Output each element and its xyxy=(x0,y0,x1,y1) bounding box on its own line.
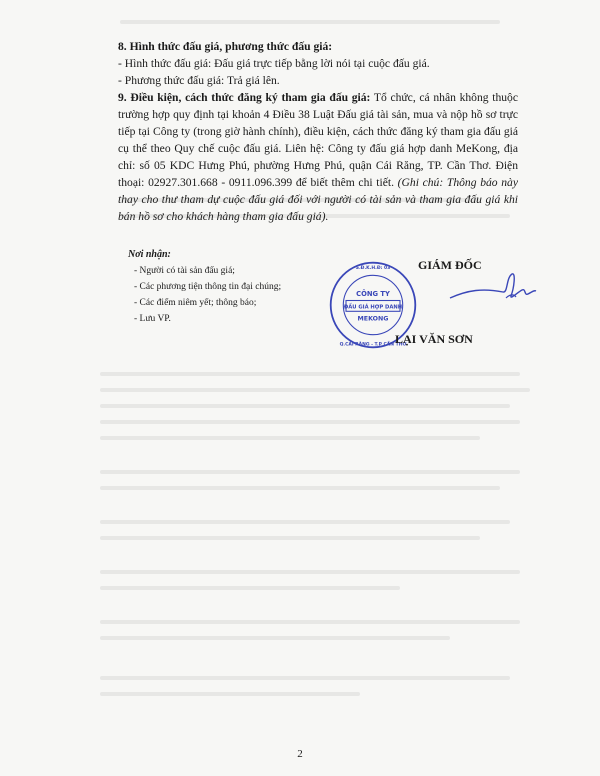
signer-title: GIÁM ĐỐC xyxy=(418,258,482,272)
svg-text:MEKONG: MEKONG xyxy=(357,315,389,323)
section-8-title: 8. Hình thức đấu giá, phương thức đấu giá: xyxy=(118,40,333,53)
svg-text:ĐẤU GIÁ HỢP DANH: ĐẤU GIÁ HỢP DANH xyxy=(343,304,403,311)
page-number: 2 xyxy=(297,748,303,760)
recipient-item: - Lưu VP. xyxy=(134,314,171,324)
svg-text:CÔNG TY: CÔNG TY xyxy=(356,290,390,298)
recipient-item: - Các điểm niêm yết; thông báo; xyxy=(134,298,257,308)
recipients-heading: Nơi nhận: xyxy=(128,249,171,260)
recipient-item: - Người có tài sản đấu giá; xyxy=(134,266,235,276)
document-body xyxy=(118,38,518,225)
section-8-line-form: - Hình thức đấu giá: Đấu giá trực tiếp bằng lời nói tại cuộc đấu giá. xyxy=(118,57,430,70)
section-9-paragraph xyxy=(118,89,518,225)
recipient-item: - Các phương tiện thông tin đại chúng; xyxy=(134,282,282,292)
svg-text:Q.CÁI RĂNG - T.P CẦN THƠ: Q.CÁI RĂNG - T.P CẦN THƠ xyxy=(339,342,407,348)
svg-text:S.Đ.K.H.Đ: 03: S.Đ.K.H.Đ: 03 xyxy=(355,266,391,271)
section-9-body: Tổ chức, cá nhân không thuộc trường hợp quy định tại khoản 4 Điều 38 Luật Đấu giá tài sản, mua và nộp hồ sơ trực tiếp tại Công ty (trong giờ hành chính), điều kiện, cách thức đăng ký tham gia đấu giá cụ thể theo Quy chế cuộc đấu giá. Liên hệ: Công ty đấu giá hợp danh MeKong, địa chỉ: số 05 KDC Hưng Phú, phường Hưng Phú, quận Cái Răng, TP. Cần Thơ. Điện thoại: 02927.301.668 - 0911.096.399 để biết thêm chi tiết. xyxy=(118,91,518,189)
section-8-line-method: - Phương thức đấu giá: Trả giá lên. xyxy=(118,74,280,87)
signer-name: LẠI VĂN SƠN xyxy=(395,332,473,346)
handwritten-signature xyxy=(448,268,538,308)
section-9-title: 9. Điều kiện, cách thức đăng ký tham gia đấu giá: xyxy=(118,91,371,104)
section-9-note: (Ghi chú: Thông báo này thay cho thư tham dự cuộc đấu giá đối với người có tài sản và tham gia đấu giá khi bán hồ sơ cho khách hàng tham gia đấu giá). xyxy=(118,176,519,223)
